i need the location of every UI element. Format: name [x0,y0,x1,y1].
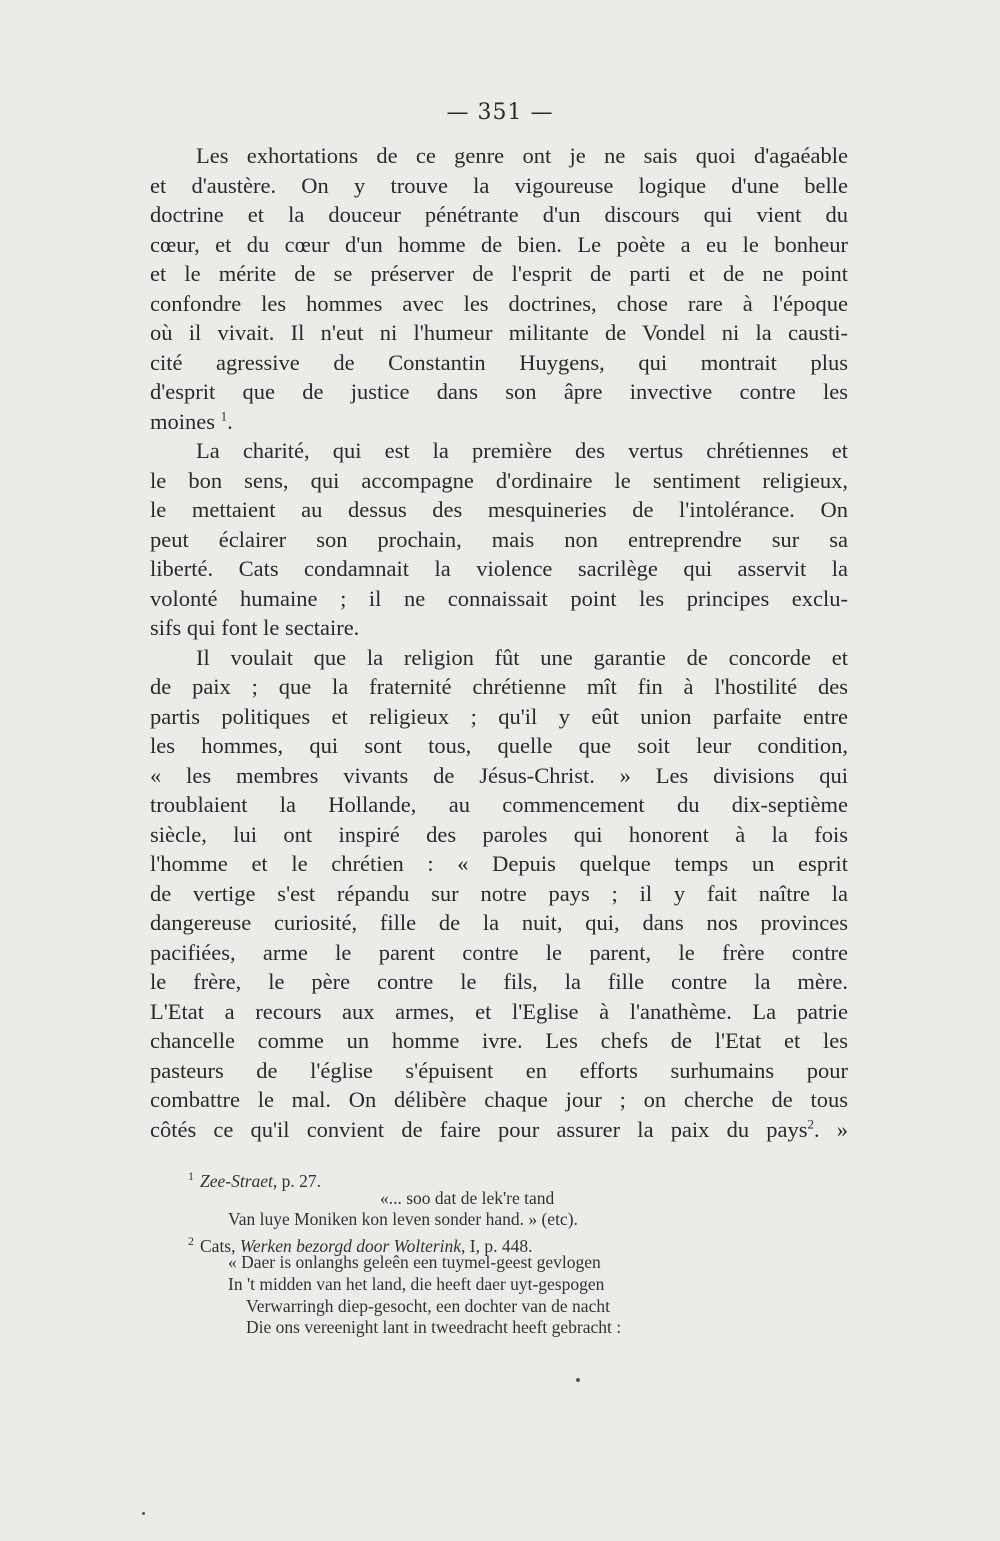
footnote-quote-line: Van luye Moniken kon leven sonder hand. » (etc). [228,1209,578,1230]
text-line: le frère, le père contre le fils, la fille contre la mère. [150,969,848,994]
text-line: Les exhortations de ce genre ont je ne sais quoi d'agaéable [196,143,848,168]
text-line: volonté humaine ; il ne connaissait point les principes exclu- [150,585,848,611]
text-line: de paix ; que la fraternité chrétienne mît fin à l'hostilité des [150,674,848,699]
text-line: dangereuse curiosité, fille de la nuit, qui, dans nos provinces [150,910,848,935]
page-number: — 351 — [446,100,554,125]
text-line-part: côtés ce qu'il convient de faire pour assurer la paix du pays [150,1116,808,1142]
footnote-work-title: Zee-Straet [200,1170,273,1191]
text-line: doctrine et la douceur pénétrante d'un discours qui vient du [150,202,848,227]
footnote-quote-line: Die ons vereenight lant in tweedracht heeft gebracht : [246,1317,622,1338]
footnotes [188,1166,828,1339]
text-line: le mettaient au dessus des mesquineries de l'intolérance. On [150,497,848,522]
footnote-marker: 1 [188,1169,194,1183]
text-line-part: moines [150,408,215,434]
text-line-part: . [227,408,233,434]
text-line: les hommes, qui sont tous, quelle que soit leur condition, [150,733,848,758]
text-line: siècle, lui ont inspiré des paroles qui honorent à la fois [150,821,848,847]
text-line: le bon sens, qui accompagne d'ordinaire le sentiment religieux, [150,467,848,493]
footnote-marker: 2 [188,1233,194,1248]
text-line: La charité, qui est la première des vertus chrétiennes et [196,438,848,463]
footnote-author: Cats, [200,1235,240,1256]
text-line: « les membres vivants de Jésus-Christ. » Les divisions qui [150,762,848,788]
ink-speck [142,1512,145,1515]
text-line: troublaient la Hollande, au commencement du dix-septième [150,792,848,817]
text-line: cœur, et du cœur d'un homme de bien. Le poète a eu le bonheur [150,231,848,257]
text-line: sifs qui font le sectaire. [150,615,360,640]
text-line: liberté. Cats condamnait la violence sacrilège qui asservit la [150,556,848,581]
footnote-ref-1[interactable]: 1 [220,408,228,423]
footnote-ref-2[interactable]: 2 [807,1116,814,1131]
footnote-2 [188,1231,828,1256]
text-line [150,407,848,437]
text-line: L'Etat a recours aux armes, et l'Eglise à l'anathème. La patrie [150,998,848,1024]
footnote-ref: , p. 27. [272,1170,322,1191]
text-line: pasteurs de l'église s'épuisent en efforts surhumains pour [150,1057,848,1083]
text-line: de vertige s'est répandu sur notre pays ; il y fait naître la [150,880,848,906]
footnote-quote-line: Verwarringh diep-gesocht, een dochter van de nacht [246,1295,610,1316]
text-line: cité agressive de Constantin Huygens, qui montrait plus [150,349,848,375]
text-line: Il voulait que la religion fût une garantie de concorde et [196,644,848,670]
text-line: d'esprit que de justice dans son âpre invective contre les [150,379,848,404]
text-line: et d'austère. On y trouve la vigoureuse logique d'une belle [150,172,848,198]
body-text [150,141,848,1144]
text-line: où il vivait. Il n'eut ni l'humeur militante de Vondel ni la causti- [150,320,848,345]
text-line: combattre le mal. On délibère chaque jour ; on cherche de tous [150,1087,848,1112]
footnote-quote-line: « Daer is onlanghs geleên een tuymel-geest gevlogen [228,1252,601,1273]
text-line [150,1115,848,1145]
footnote-ref: , I, p. 448. [461,1235,533,1256]
text-line: peut éclairer son prochain, mais non entreprendre sur sa [150,526,848,552]
text-line: pacifiées, arme le parent contre le parent, le frère contre [150,939,848,965]
ink-speck [576,1378,580,1382]
text-line: et le mérite de se préserver de l'esprit de parti et de ne point [150,261,848,286]
text-line: l'homme et le chrétien : « Depuis quelque temps un esprit [150,851,848,876]
footnote-quote-line: «... soo dat de lek're tand [380,1187,555,1208]
text-line: chancelle comme un homme ivre. Les chefs de l'Etat et les [150,1028,848,1053]
text-line: confondre les hommes avec les doctrines, chose rare à l'époque [150,290,848,316]
footnote-1 [188,1166,828,1191]
text-line-part: . » [813,1116,848,1142]
footnote-work-title: Werken bezorgd door Wolterink [239,1235,462,1256]
text-line: partis politiques et religieux ; qu'il y eût union parfaite entre [150,703,848,729]
footnote-quote-line: In 't midden van het land, die heeft daer uyt-gespogen [228,1273,605,1294]
